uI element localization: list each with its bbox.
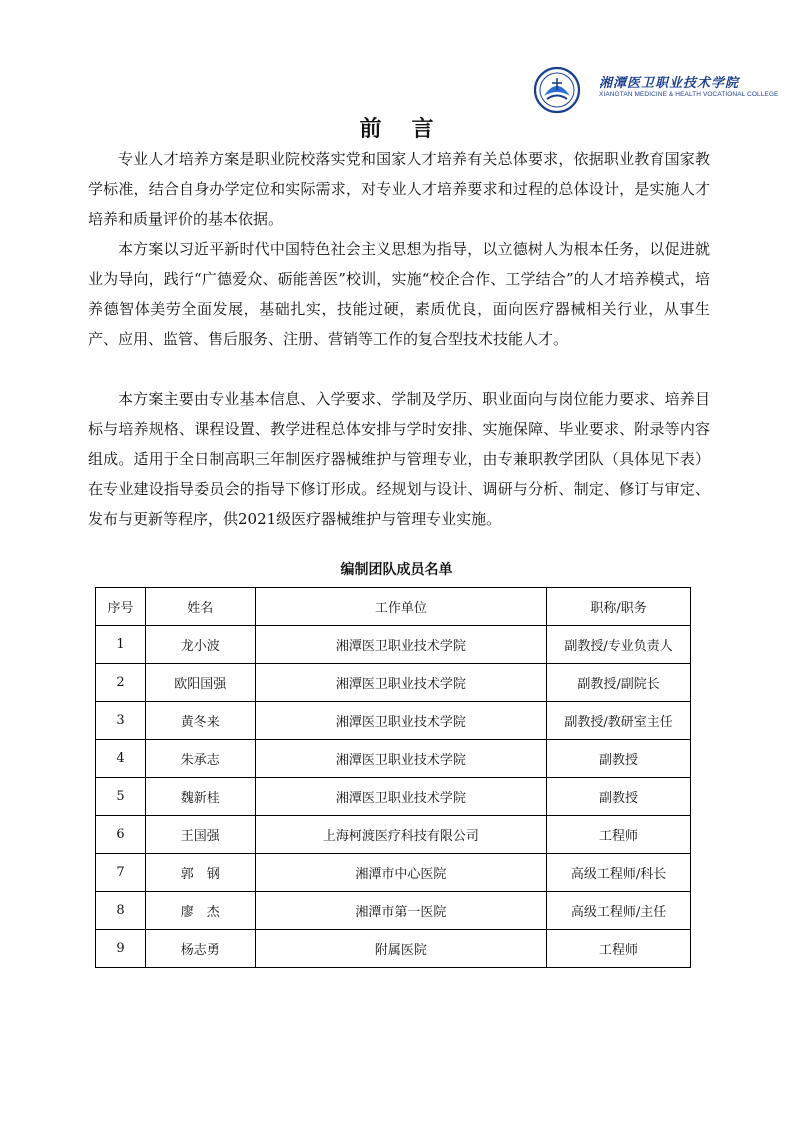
header-index: 序号 [96, 588, 146, 626]
cell-name: 龙小波 [145, 626, 255, 664]
cell-name: 王国强 [145, 816, 255, 854]
school-name-en: XIANGTAN MEDICINE & HEALTH VOCATIONAL COLLEGE [599, 91, 779, 98]
table-row [96, 816, 691, 854]
table-caption: 编制团队成员名单 [340, 562, 453, 578]
cell-index: 6 [96, 816, 146, 854]
cell-title: 副教授 [547, 778, 691, 816]
cell-name: 杨志勇 [145, 930, 255, 968]
header-employer: 工作单位 [255, 588, 546, 626]
cell-title: 副教授 [547, 740, 691, 778]
table-row [96, 892, 691, 930]
cell-title: 副教授/专业负责人 [547, 626, 691, 664]
page-title: 前言 [359, 117, 464, 142]
cell-name: 欧阳国强 [145, 664, 255, 702]
paragraph-guideline: 本方案以习近平新时代中国特色社会主义思想为指导，以立德树人为根本任务，以促进就业为导向，践行“广德爱众、砺能善医”校训，实施“校企合作、工学结合”的人才培养模式，培养德智体美劳全面发展，基础扎实，技能过硬，素质优良，面向医疗器械相关行业，从事生产、应用、监管、售后服务、注册、营销等工作的复合型技术技能人才。 [88, 240, 710, 348]
cell-name: 朱承志 [145, 740, 255, 778]
cell-employer: 湘潭市第一医院 [255, 892, 546, 930]
cell-name: 郭 钢 [145, 854, 255, 892]
cell-employer: 上海柯渡医疗科技有限公司 [255, 816, 546, 854]
cell-index: 5 [96, 778, 146, 816]
table-row [96, 664, 691, 702]
cell-employer: 湘潭市中心医院 [255, 854, 546, 892]
table-row [96, 740, 691, 778]
cell-index: 3 [96, 702, 146, 740]
cell-title: 高级工程师/科长 [547, 854, 691, 892]
cell-name: 魏新桂 [145, 778, 255, 816]
cell-index: 9 [96, 930, 146, 968]
cell-index: 1 [96, 626, 146, 664]
cell-employer: 湘潭医卫职业技术学院 [255, 778, 546, 816]
team-members-table [95, 587, 691, 968]
school-emblem-icon [533, 66, 581, 114]
table-row [96, 854, 691, 892]
cell-title: 工程师 [547, 930, 691, 968]
paragraph-intro: 专业人才培养方案是职业院校落实党和国家人才培养有关总体要求，依据职业教育国家教学标准，结合自身办学定位和实际需求，对专业人才培养要求和过程的总体设计，是实施人才培养和质量评价的基本依据。 [88, 150, 710, 228]
school-logo [533, 66, 779, 116]
header-title: 职称/职务 [547, 588, 691, 626]
cell-title: 副教授/副院长 [547, 664, 691, 702]
table-row [96, 626, 691, 664]
cell-title: 副教授/教研室主任 [547, 702, 691, 740]
cell-title: 高级工程师/主任 [547, 892, 691, 930]
cell-name: 黄冬来 [145, 702, 255, 740]
cell-employer: 附属医院 [255, 930, 546, 968]
cell-name: 廖 杰 [145, 892, 255, 930]
table-row [96, 702, 691, 740]
table-row [96, 778, 691, 816]
school-name-cn: 湘潭医卫职业技术学院 [599, 76, 740, 91]
paragraph-contents: 本方案主要由专业基本信息、入学要求、学制及学历、职业面向与岗位能力要求、培养目标与培养规格、课程设置、教学进程总体安排与学时安排、实施保障、毕业要求、附录等内容组成。适用于全日制高职三年制医疗器械维护与管理专业，由专兼职教学团队（具体见下表）在专业建设指导委员会的指导下修订形成。经规划与设计、调研与分析、制定、修订与审定、发布与更新等程序，供2021级医疗器械维护与管理专业实施。 [88, 390, 710, 528]
cell-index: 8 [96, 892, 146, 930]
header-name: 姓名 [145, 588, 255, 626]
cell-index: 7 [96, 854, 146, 892]
cell-index: 4 [96, 740, 146, 778]
cell-title: 工程师 [547, 816, 691, 854]
cell-index: 2 [96, 664, 146, 702]
cell-employer: 湘潭医卫职业技术学院 [255, 626, 546, 664]
cell-employer: 湘潭医卫职业技术学院 [255, 664, 546, 702]
cell-employer: 湘潭医卫职业技术学院 [255, 702, 546, 740]
table-row [96, 930, 691, 968]
table-header-row [96, 588, 691, 626]
cell-employer: 湘潭医卫职业技术学院 [255, 740, 546, 778]
